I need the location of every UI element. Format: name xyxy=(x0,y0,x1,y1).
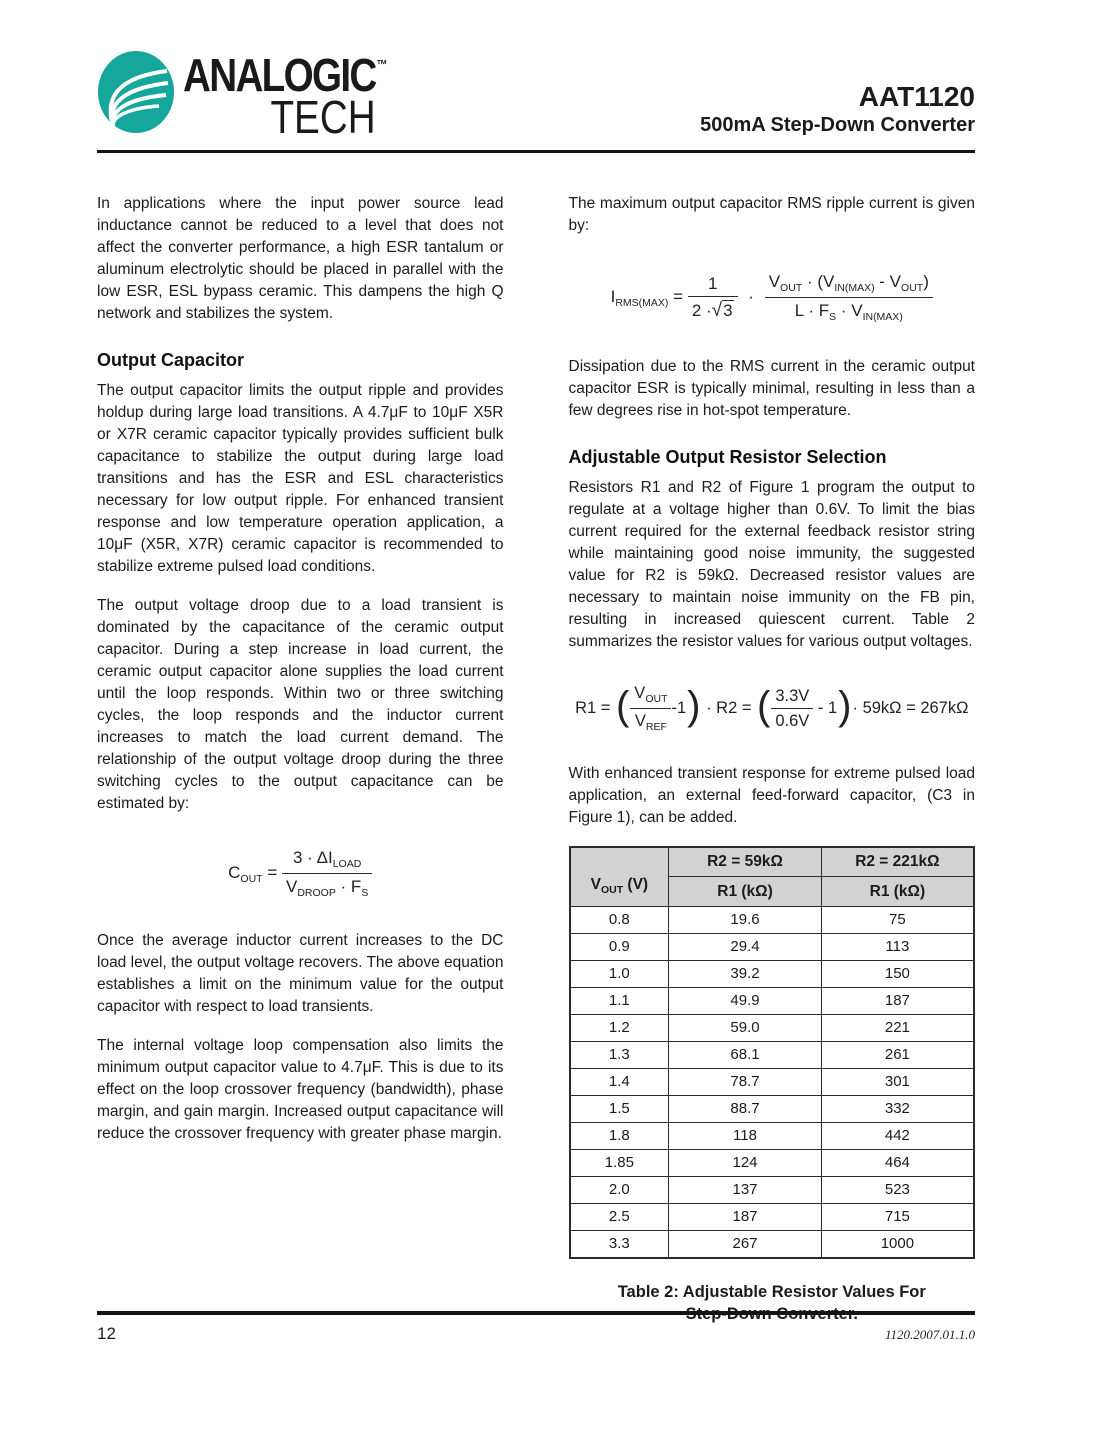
right-paren: ) xyxy=(687,683,701,728)
output-capacitor-para1: The output capacitor limits the output ripple and provides holdup during large load transitions. A 4.7μF to 10μF X5R or X7R ceramic capacitor typically provides sufficient bulk capacitance to stabilize the output during large load transitions and has the ESR and ESL characteristics necessary for low output ripple. For enhanced transient response and low temperature operation application, a 10μF (X5R, X7R) ceramic capacitor is recommended to stabilize extreme pulsed load conditions. xyxy=(97,382,504,575)
table-cell: 332 xyxy=(821,1096,974,1123)
table-cell: 523 xyxy=(821,1177,974,1204)
table-row xyxy=(570,1177,975,1204)
ripple-intro-paragraph: The maximum output capacitor RMS ripple current is given by: xyxy=(568,195,975,234)
table-cell: 1.5 xyxy=(570,1096,669,1123)
table-cell: 59.0 xyxy=(669,1015,822,1042)
title-block xyxy=(700,82,975,140)
table-cell: 19.6 xyxy=(669,907,822,934)
cout-fraction: $\frac{3 \cdot \Delta I_{LOAD}}{V_{DROOP} \cdot F_S}$ xyxy=(282,847,372,900)
table-cell: 187 xyxy=(669,1204,822,1231)
output-capacitor-para4: The internal voltage loop compensation also limits the minimum output capacitor value to 4.7μF. This is due to its effect on the loop crossover frequency (bandwidth), phase margin, and gain margin. Increased output capacitance will reduce the crossover frequency with greater phase margin. xyxy=(97,1037,504,1143)
brand-text xyxy=(183,49,426,143)
table-cell: 124 xyxy=(669,1150,822,1177)
table-cell: 3.3 xyxy=(570,1231,669,1259)
table-cell: 2.0 xyxy=(570,1177,669,1204)
table-cell: 113 xyxy=(821,934,974,961)
equation-r1: R1 = ( $\frac{V_{OUT}}{V_{REF}}$ -1) · R2 = ( $\frac{3.3V}{0.6V}$ - 1)· 59kΩ = 267kΩ xyxy=(575,683,969,734)
equation-cout: $C_{OUT}$ = $\frac{3 \cdot \Delta I_{LOAD}}{V_{DROOP} \cdot F_S}$ xyxy=(97,847,504,900)
table-row xyxy=(570,988,975,1015)
table-row xyxy=(570,1042,975,1069)
table-cell: 301 xyxy=(821,1069,974,1096)
vout-header-cell: $V_{OUT}$ (V) xyxy=(570,847,669,907)
table-cell: 1.0 xyxy=(570,961,669,988)
trademark-symbol: ™ xyxy=(376,57,388,72)
resistor-table xyxy=(569,846,976,1260)
table-cell: 49.9 xyxy=(669,988,822,1015)
table-caption: Table 2: Adjustable Resistor Values For Step-Down Converter. xyxy=(617,1283,926,1323)
body-columns xyxy=(97,193,975,1325)
sqrt-icon: √ xyxy=(711,299,723,321)
page-content xyxy=(97,0,975,1325)
rms-fraction-2: $\frac{V_{OUT} \cdot (V_{IN(MAX)} - V_{OUT})}{L \cdot F_S \cdot V_{IN(MAX)}}$ xyxy=(765,271,933,324)
table-cell: 0.9 xyxy=(570,934,669,961)
table-group-header-row xyxy=(570,847,975,877)
table-row xyxy=(570,961,975,988)
left-paren: ( xyxy=(615,683,630,728)
r1-fraction-1: $\frac{V_{OUT}}{V_{REF}}$ xyxy=(630,683,671,734)
footer-row xyxy=(97,1324,975,1344)
table-row xyxy=(570,1096,975,1123)
intro-paragraph: In applications where the input power source lead inductance cannot be reduced to a level that does not affect the converter performance, a high ESR tantalum or aluminum electrolytic should be placed in parallel with the low ESR, ESL bypass ceramic. This dampens the high Q network and stabilizes the system. xyxy=(97,195,504,322)
table-cell: 1.85 xyxy=(570,1150,669,1177)
sub-header-r1-59k: R1 (kΩ) xyxy=(669,877,822,907)
rms-fraction-1: $\frac{1}{2 \cdot√3}$ xyxy=(688,273,738,323)
table-cell: 1.8 xyxy=(570,1123,669,1150)
left-column xyxy=(97,193,504,1325)
adjustable-para1: Resistors R1 and R2 of Figure 1 program the output to regulate at a voltage higher than 0.6V. To limit the bias current required for the external feedback resistor string while maintaining good noise immunity, the suggested value for R2 is 59kΩ. Decreased resistor values are necessary to maintain noise immunity on the FB pin, resulting in increased quiescent current. Table 2 summarizes the resistor values for various output voltages. xyxy=(568,479,975,651)
part-number: AAT1120 xyxy=(858,81,975,113)
group-header-r2-59k: R2 = 59kΩ xyxy=(669,847,822,877)
table-row xyxy=(570,907,975,934)
section-heading-output-capacitor: Output Capacitor xyxy=(97,350,244,370)
resistor-table-body xyxy=(570,907,975,1259)
page-header xyxy=(97,0,975,143)
page-footer xyxy=(97,1311,975,1344)
table-row xyxy=(570,934,975,961)
sub-header-r1-221k: R1 (kΩ) xyxy=(821,877,974,907)
table-cell: 88.7 xyxy=(669,1096,822,1123)
right-paren-2: ) xyxy=(838,683,852,728)
table-cell: 39.2 xyxy=(669,961,822,988)
table-cell: 464 xyxy=(821,1150,974,1177)
table-row xyxy=(570,1015,975,1042)
table-cell: 0.8 xyxy=(570,907,669,934)
table-cell: 1.3 xyxy=(570,1042,669,1069)
header-rule xyxy=(97,150,975,153)
table-cell: 137 xyxy=(669,1177,822,1204)
table-row xyxy=(570,1231,975,1259)
table-row xyxy=(570,1150,975,1177)
table-cell: 75 xyxy=(821,907,974,934)
table-cell: 118 xyxy=(669,1123,822,1150)
document-subtitle: 500mA Step-Down Converter xyxy=(700,114,975,136)
table-row xyxy=(570,1204,975,1231)
footer-rule xyxy=(97,1311,975,1315)
output-capacitor-para2: The output voltage droop due to a load transient is dominated by the capacitance of the ceramic output capacitor. During a step increase in load current, the ceramic output capacitor alone supplies the load current until the loop responds. Within two or three switching cycles, the loop responds and the inductor current increases to match the load current demand. The relationship of the output voltage droop during the three switching cycles to the output capacitance can be estimated by: xyxy=(97,597,504,812)
resistor-table-wrap xyxy=(569,846,976,1260)
brand-name: ANALOGIC™ xyxy=(183,49,388,101)
dissipation-paragraph: Dissipation due to the RMS current in the ceramic output capacitor ESR is typically minimal, resulting in less than a few degrees rise in hot-spot temperature. xyxy=(568,358,975,420)
table-row xyxy=(570,1069,975,1096)
group-header-r2-221k: R2 = 221kΩ xyxy=(821,847,974,877)
table-cell: 1000 xyxy=(821,1231,974,1259)
table-cell: 187 xyxy=(821,988,974,1015)
table-row xyxy=(570,1123,975,1150)
output-capacitor-para3: Once the average inductor current increases to the DC load level, the output voltage recovers. The above equation establishes a limit on the minimum value for the output capacitor with respect to load transients. xyxy=(97,932,504,1016)
table-cell: 2.5 xyxy=(570,1204,669,1231)
table-cell: 715 xyxy=(821,1204,974,1231)
table-cell: 1.1 xyxy=(570,988,669,1015)
table-cell: 150 xyxy=(821,961,974,988)
table-cell: 78.7 xyxy=(669,1069,822,1096)
analogictech-logo-icon xyxy=(97,50,175,134)
table-cell: 1.2 xyxy=(570,1015,669,1042)
page-number: 12 xyxy=(97,1324,116,1343)
left-paren-2: ( xyxy=(757,683,771,728)
table-cell: 221 xyxy=(821,1015,974,1042)
adjustable-para2: With enhanced transient response for extreme pulsed load application, an external feed-forward capacitor, (C3 in Figure 1), can be added. xyxy=(568,764,975,826)
table-cell: 68.1 xyxy=(669,1042,822,1069)
section-heading-adjustable-output: Adjustable Output Resistor Selection xyxy=(568,447,887,468)
table-cell: 261 xyxy=(821,1042,974,1069)
resistor-table-head xyxy=(570,847,975,907)
table-cell: 29.4 xyxy=(669,934,822,961)
equation-rms: $I_{RMS(MAX)}$ = $\frac{1}{2 \cdot√3}$ · $\frac{V_{OUT} \cdot (V_{IN(MAX)} - V_{OUT})}{L \cdot F_S \cdot V_{IN(MAX)}}$ xyxy=(569,271,976,324)
brand-block xyxy=(97,49,426,143)
table-cell: 267 xyxy=(669,1231,822,1259)
table-cell: 442 xyxy=(821,1123,974,1150)
r1-fraction-2: $\frac{3.3V}{0.6V}$ xyxy=(771,686,813,732)
document-code: 1120.2007.01.1.0 xyxy=(884,1327,975,1342)
brand-name-line2: TECH xyxy=(270,91,376,143)
right-column xyxy=(569,193,976,1325)
table-cell: 1.4 xyxy=(570,1069,669,1096)
